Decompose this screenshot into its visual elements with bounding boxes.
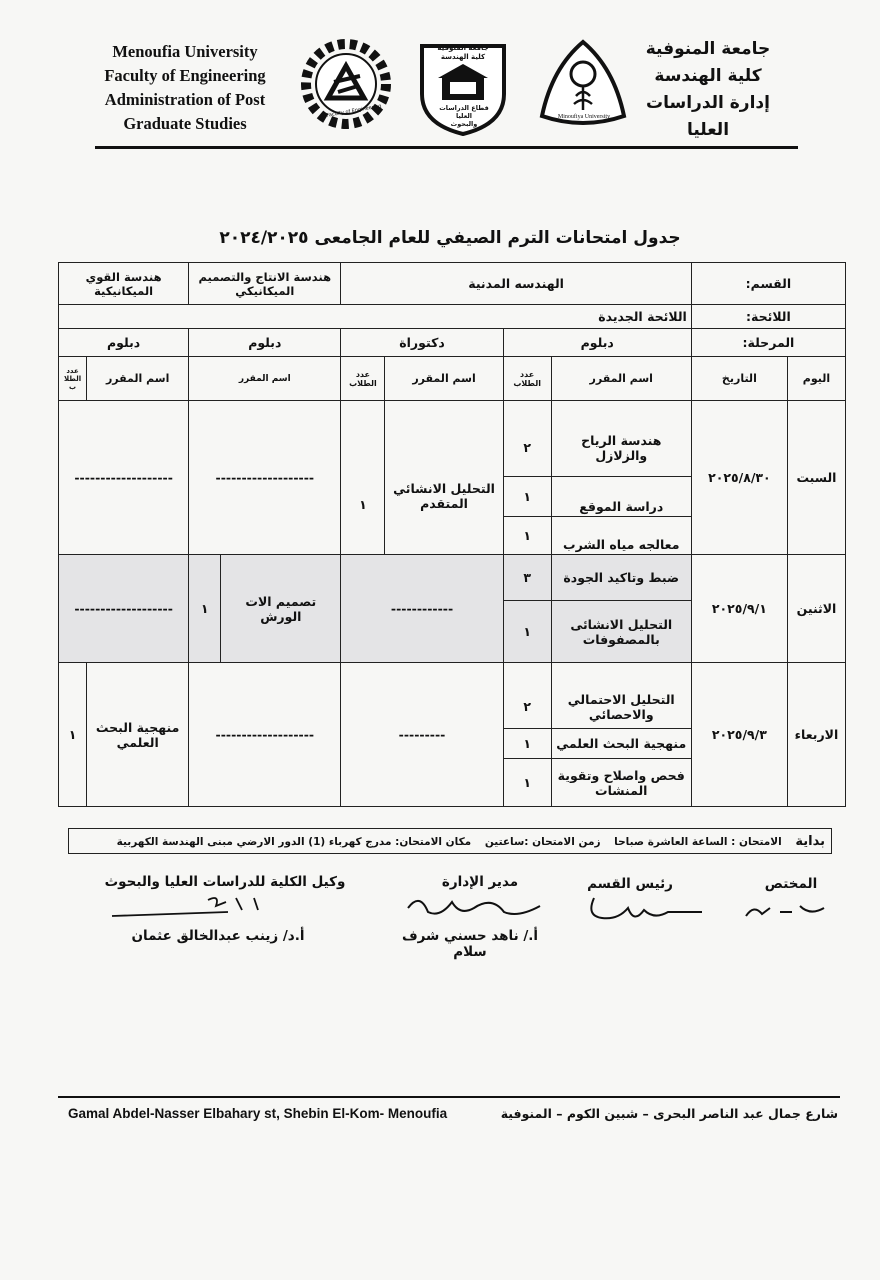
- arabic-header-line: جامعة المنوفية: [645, 39, 771, 59]
- course-cell: دراسة الموقع: [551, 477, 691, 517]
- day-cell: الاثنين: [787, 555, 845, 663]
- course-cell: هندسة الرياح والزلازل: [551, 401, 691, 477]
- signature-admin-director: [400, 888, 550, 922]
- header-students: عدد الطلاب: [503, 357, 551, 401]
- empty-cell: -------------------: [189, 663, 341, 807]
- signature-title-vice-dean: وكيل الكلية للدراسات العليا والبحوث: [104, 874, 346, 890]
- shield-logo-line: قطاع الدراسات العليا: [439, 104, 489, 120]
- course-cell: فحص واصلاح وتقوية المنشات: [551, 759, 691, 807]
- count-cell: ٢: [503, 401, 551, 477]
- stage-civil-diploma: دبلوم: [503, 329, 691, 357]
- shield-logo-line: والبحوث: [450, 120, 478, 128]
- date-cell: ٢٠٢٥/٩/٣: [691, 663, 787, 807]
- exam-start-label: بداية: [795, 834, 825, 849]
- count-cell: ١: [341, 401, 385, 555]
- department-power: هندسة القوي الميكانيكية: [59, 263, 189, 305]
- course-cell: منهجية البحث العلمي: [87, 663, 189, 807]
- exam-start-time: الامتحان : الساعة العاشرة صباحا: [614, 836, 782, 848]
- stage-civil-doctorate: دكتوراة: [341, 329, 503, 357]
- header-students: عدد الطلاب: [341, 357, 385, 401]
- empty-cell: -------------------: [189, 401, 341, 555]
- footer-address-english: Gamal Abdel-Nasser Elbahary st, Shebin El-Kom- Menoufia: [68, 1106, 448, 1121]
- signature-vice-dean: [108, 890, 288, 922]
- course-cell: ضبط وتاكيد الجودة: [551, 555, 691, 601]
- course-cell: تصميم الات الورش: [221, 555, 341, 663]
- empty-cell: ---------: [341, 663, 503, 807]
- header-divider: [95, 146, 798, 149]
- shield-logo-top-text: [430, 44, 496, 62]
- course-cell: معالجه مياه الشرب: [551, 517, 691, 555]
- count-cell: ١: [59, 663, 87, 807]
- stage-production-diploma: دبلوم: [189, 329, 341, 357]
- signature-dept-head: [584, 890, 708, 926]
- count-cell: ٢: [503, 663, 551, 729]
- footer-address-arabic: شارع جمال عبد الناصر البحرى – شبين الكوم – المنوفية: [500, 1106, 838, 1121]
- count-cell: ١: [503, 601, 551, 663]
- course-cell: التحليل الاحتمالي والاحصائي: [551, 663, 691, 729]
- university-logo-caption: Minoufiya University: [557, 114, 611, 120]
- english-header-line: Faculty of Engineering: [104, 66, 266, 85]
- shield-logo-line: كلية الهندسة: [440, 53, 486, 61]
- header-course: اسم المقرر: [551, 357, 691, 401]
- signature-title-dept-head: رئيس القسم: [587, 876, 673, 892]
- bylaw-label: اللائحة:: [691, 305, 845, 329]
- count-cell: ٣: [503, 555, 551, 601]
- english-header: [85, 40, 285, 136]
- count-cell: ١: [503, 477, 551, 517]
- arabic-header-line: كلية الهندسة: [654, 66, 762, 86]
- empty-cell: -------------------: [59, 401, 189, 555]
- footer-divider: [58, 1096, 840, 1098]
- date-cell: ٢٠٢٥/٩/١: [691, 555, 787, 663]
- date-cell: ٢٠٢٥/٨/٣٠: [691, 401, 787, 555]
- signature-title-admin-director: مدير الإدارة: [441, 874, 519, 890]
- day-cell: الاربعاء: [787, 663, 845, 807]
- page-title: جدول امتحانات الترم الصيفي للعام الجامعى ٢٠٢٤/٢٠٢٥: [219, 228, 681, 248]
- course-cell: التحليل الانشائي المتقدم: [385, 401, 503, 555]
- exam-location: مكان الامتحان: مدرج كهرباء (1) الدور الارضي مبنى الهندسة الكهربية: [116, 836, 472, 848]
- header-date: التاريخ: [691, 357, 787, 401]
- day-cell: السبت: [787, 401, 845, 555]
- signature-name-vice-dean: أ.د/ زينب عبدالخالق عثمان: [131, 928, 305, 944]
- header-course: اسم المقرر: [87, 357, 189, 401]
- course-cell: التحليل الانشائى بالمصفوفات: [551, 601, 691, 663]
- shield-logo-bottom-text: [436, 104, 492, 128]
- arabic-header: [628, 36, 788, 144]
- count-cell: ١: [503, 729, 551, 759]
- stage-power-diploma: دبلوم: [59, 329, 189, 357]
- english-header-line: Menoufia University: [112, 42, 258, 61]
- gear-logo-caption: Faculty of Engineering: [326, 103, 382, 119]
- department-label: القسم:: [691, 263, 845, 305]
- engineering-gear-logo: [298, 36, 394, 132]
- exam-duration: زمن الامتحان :ساعتين: [484, 836, 601, 848]
- empty-cell: ------------: [341, 555, 503, 663]
- bylaw-value: اللائحة الجديدة: [59, 305, 692, 329]
- count-cell: ١: [503, 759, 551, 807]
- count-cell: ١: [503, 517, 551, 555]
- exam-info-bar: [68, 828, 832, 854]
- department-production: هندسة الانتاج والتصميم الميكانيكي: [189, 263, 341, 305]
- stage-label: المرحلة:: [691, 329, 845, 357]
- header-course: اسم المقرر: [189, 357, 341, 401]
- english-header-line: Administration of Post: [104, 90, 266, 109]
- signature-name-admin-director: أ./ ناهد حسني شرف سلام: [401, 928, 539, 960]
- arabic-header-line: إدارة الدراسات العليا: [646, 93, 770, 140]
- header-course: اسم المقرر: [385, 357, 503, 401]
- count-cell: ١: [189, 555, 221, 663]
- course-cell: منهجية البحث العلمي: [551, 729, 691, 759]
- department-civil: الهندسه المدنية: [341, 263, 691, 305]
- signature-specialist: [740, 894, 830, 924]
- english-header-line: Graduate Studies: [123, 114, 247, 133]
- exam-schedule-table: [58, 262, 846, 807]
- header-day: اليوم: [787, 357, 845, 401]
- signature-title-specialist: المختص: [764, 876, 818, 892]
- empty-cell: -------------------: [59, 555, 189, 663]
- header-students: عدد الطلا ب: [59, 357, 87, 401]
- shield-logo-line: جامعة المنوفية: [437, 44, 489, 52]
